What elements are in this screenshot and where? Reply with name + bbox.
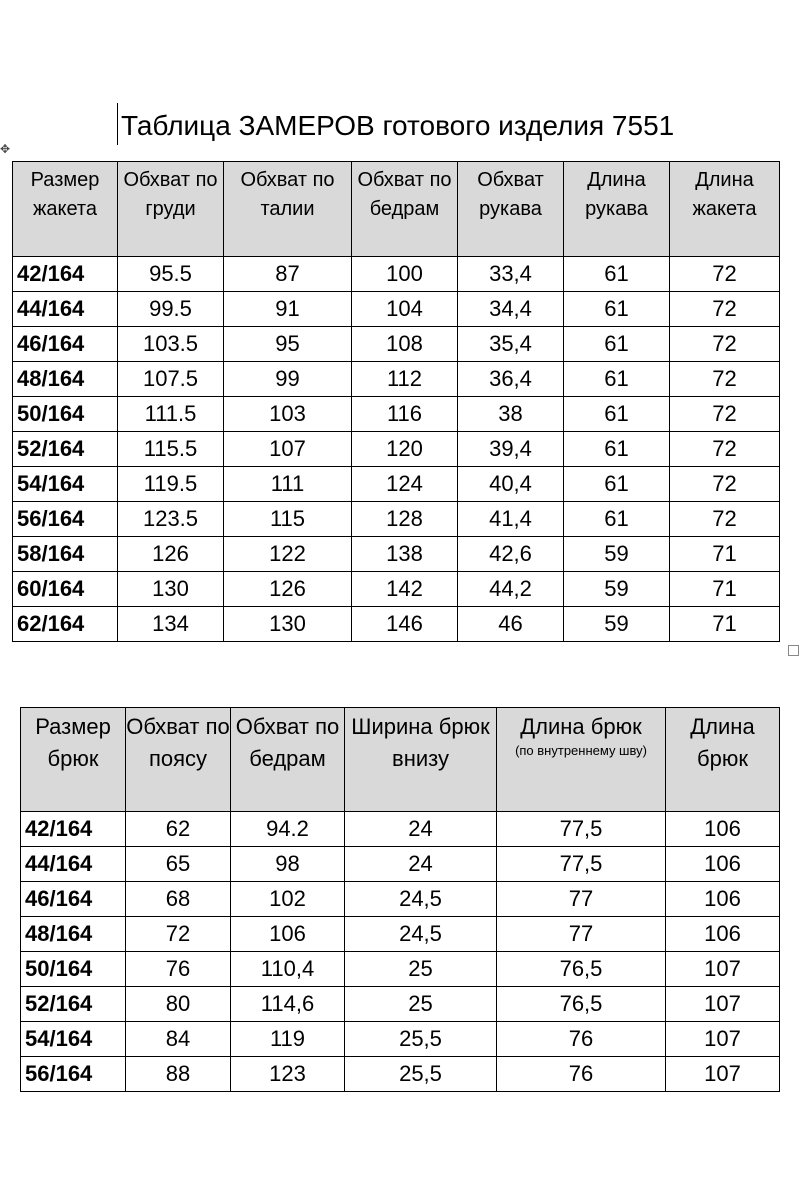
- value-cell: 112: [352, 362, 458, 397]
- header-label: Длина брюк: [690, 714, 755, 771]
- value-cell: 33,4: [458, 257, 564, 292]
- value-cell: 104: [352, 292, 458, 327]
- value-cell: 116: [352, 397, 458, 432]
- value-cell: 142: [352, 572, 458, 607]
- value-cell: 25,5: [345, 1057, 497, 1092]
- value-cell: 100: [352, 257, 458, 292]
- value-cell: 119.5: [118, 467, 224, 502]
- pants-header-cell: [666, 708, 780, 812]
- jacket-header-cell: Обхват рукава: [458, 162, 564, 257]
- value-cell: 46: [458, 607, 564, 642]
- value-cell: 61: [564, 257, 670, 292]
- table-row: [21, 987, 780, 1022]
- table-row: [13, 327, 780, 362]
- value-cell: 24: [345, 812, 497, 847]
- value-cell: 38: [458, 397, 564, 432]
- size-cell: 48/164: [13, 362, 118, 397]
- table-row: [13, 537, 780, 572]
- value-cell: 61: [564, 397, 670, 432]
- value-cell: 59: [564, 537, 670, 572]
- value-cell: 122: [224, 537, 352, 572]
- value-cell: 76,5: [497, 987, 666, 1022]
- value-cell: 71: [670, 607, 780, 642]
- header-label: Обхват по поясу: [126, 714, 230, 771]
- value-cell: 65: [126, 847, 231, 882]
- value-cell: 24,5: [345, 917, 497, 952]
- value-cell: 115: [224, 502, 352, 537]
- value-cell: 42,6: [458, 537, 564, 572]
- value-cell: 107: [666, 1022, 780, 1057]
- value-cell: 106: [666, 847, 780, 882]
- value-cell: 124: [352, 467, 458, 502]
- value-cell: 106: [666, 882, 780, 917]
- value-cell: 24: [345, 847, 497, 882]
- value-cell: 99.5: [118, 292, 224, 327]
- size-cell: 58/164: [13, 537, 118, 572]
- table-move-icon[interactable]: ✥: [0, 142, 11, 156]
- value-cell: 77: [497, 882, 666, 917]
- size-cell: 48/164: [21, 917, 126, 952]
- value-cell: 107: [224, 432, 352, 467]
- table-row: [21, 1057, 780, 1092]
- size-cell: 46/164: [13, 327, 118, 362]
- value-cell: 110,4: [231, 952, 345, 987]
- value-cell: 61: [564, 292, 670, 327]
- size-cell: 46/164: [21, 882, 126, 917]
- table-row: [13, 467, 780, 502]
- table-row: [21, 1022, 780, 1057]
- value-cell: 123: [231, 1057, 345, 1092]
- value-cell: 91: [224, 292, 352, 327]
- value-cell: 77,5: [497, 812, 666, 847]
- value-cell: 130: [118, 572, 224, 607]
- jacket-header-cell: Обхват по груди: [118, 162, 224, 257]
- table-row: [13, 572, 780, 607]
- jacket-table-header-row: [13, 162, 780, 257]
- value-cell: 119: [231, 1022, 345, 1057]
- pants-header-cell: [21, 708, 126, 812]
- value-cell: 130: [224, 607, 352, 642]
- header-note: (по внутреннему шву): [515, 743, 647, 758]
- value-cell: 80: [126, 987, 231, 1022]
- value-cell: 25: [345, 952, 497, 987]
- value-cell: 87: [224, 257, 352, 292]
- size-cell: 52/164: [21, 987, 126, 1022]
- value-cell: 72: [670, 362, 780, 397]
- size-cell: 62/164: [13, 607, 118, 642]
- value-cell: 72: [670, 257, 780, 292]
- value-cell: 72: [670, 502, 780, 537]
- size-cell: 50/164: [13, 397, 118, 432]
- value-cell: 98: [231, 847, 345, 882]
- value-cell: 123.5: [118, 502, 224, 537]
- value-cell: 77,5: [497, 847, 666, 882]
- jacket-header-cell: Длина жакета: [670, 162, 780, 257]
- size-cell: 56/164: [13, 502, 118, 537]
- value-cell: 76,5: [497, 952, 666, 987]
- value-cell: 36,4: [458, 362, 564, 397]
- value-cell: 61: [564, 327, 670, 362]
- table-row: [13, 292, 780, 327]
- value-cell: 106: [666, 812, 780, 847]
- value-cell: 103: [224, 397, 352, 432]
- value-cell: 106: [666, 917, 780, 952]
- value-cell: 103.5: [118, 327, 224, 362]
- value-cell: 25,5: [345, 1022, 497, 1057]
- table-row: [13, 607, 780, 642]
- value-cell: 115.5: [118, 432, 224, 467]
- value-cell: 71: [670, 537, 780, 572]
- value-cell: 106: [231, 917, 345, 952]
- value-cell: 76: [497, 1057, 666, 1092]
- size-cell: 60/164: [13, 572, 118, 607]
- pants-table-header-row: [21, 708, 780, 812]
- table-row: [13, 502, 780, 537]
- size-cell: 52/164: [13, 432, 118, 467]
- table-row: [21, 882, 780, 917]
- table-row: [13, 432, 780, 467]
- pants-header-cell: [497, 708, 666, 812]
- table-row: [13, 257, 780, 292]
- pants-measurements-table: [20, 707, 780, 1092]
- value-cell: 59: [564, 607, 670, 642]
- value-cell: 34,4: [458, 292, 564, 327]
- value-cell: 107: [666, 952, 780, 987]
- header-label: Длина брюк: [520, 714, 642, 739]
- value-cell: 126: [118, 537, 224, 572]
- pants-header-cell: [126, 708, 231, 812]
- document-title: Таблица ЗАМЕРОВ готового изделия 7551: [121, 110, 675, 141]
- table-row: [21, 952, 780, 987]
- value-cell: 128: [352, 502, 458, 537]
- value-cell: 99: [224, 362, 352, 397]
- header-label: Размер брюк: [35, 714, 111, 771]
- jacket-header-cell: Длина рукава: [564, 162, 670, 257]
- value-cell: 61: [564, 432, 670, 467]
- value-cell: 61: [564, 502, 670, 537]
- value-cell: 111.5: [118, 397, 224, 432]
- value-cell: 88: [126, 1057, 231, 1092]
- value-cell: 68: [126, 882, 231, 917]
- value-cell: 72: [670, 327, 780, 362]
- table-row: [21, 812, 780, 847]
- value-cell: 95: [224, 327, 352, 362]
- value-cell: 35,4: [458, 327, 564, 362]
- jacket-header-cell: Размер жакета: [13, 162, 118, 257]
- pants-header-cell: [231, 708, 345, 812]
- text-cursor: [117, 103, 118, 145]
- value-cell: 25: [345, 987, 497, 1022]
- value-cell: 107: [666, 1057, 780, 1092]
- value-cell: 72: [126, 917, 231, 952]
- value-cell: 62: [126, 812, 231, 847]
- value-cell: 72: [670, 432, 780, 467]
- pants-header-cell: [345, 708, 497, 812]
- value-cell: 71: [670, 572, 780, 607]
- value-cell: 72: [670, 397, 780, 432]
- jacket-header-cell: Обхват по бедрам: [352, 162, 458, 257]
- value-cell: 107.5: [118, 362, 224, 397]
- value-cell: 72: [670, 467, 780, 502]
- value-cell: 24,5: [345, 882, 497, 917]
- table-resize-handle[interactable]: [788, 645, 799, 656]
- value-cell: 107: [666, 987, 780, 1022]
- value-cell: 44,2: [458, 572, 564, 607]
- value-cell: 94.2: [231, 812, 345, 847]
- size-cell: 42/164: [21, 812, 126, 847]
- jacket-measurements-table: [12, 161, 780, 642]
- value-cell: 61: [564, 362, 670, 397]
- value-cell: 108: [352, 327, 458, 362]
- value-cell: 120: [352, 432, 458, 467]
- size-cell: 44/164: [13, 292, 118, 327]
- value-cell: 72: [670, 292, 780, 327]
- header-label: Ширина брюк внизу: [351, 714, 490, 771]
- value-cell: 102: [231, 882, 345, 917]
- table-row: [13, 397, 780, 432]
- value-cell: 84: [126, 1022, 231, 1057]
- value-cell: 61: [564, 467, 670, 502]
- value-cell: 40,4: [458, 467, 564, 502]
- size-cell: 42/164: [13, 257, 118, 292]
- value-cell: 76: [497, 1022, 666, 1057]
- value-cell: 126: [224, 572, 352, 607]
- table-row: [21, 847, 780, 882]
- value-cell: 138: [352, 537, 458, 572]
- header-label: Обхват по бедрам: [235, 714, 340, 771]
- value-cell: 111: [224, 467, 352, 502]
- value-cell: 59: [564, 572, 670, 607]
- table-row: [21, 917, 780, 952]
- value-cell: 41,4: [458, 502, 564, 537]
- value-cell: 95.5: [118, 257, 224, 292]
- value-cell: 134: [118, 607, 224, 642]
- size-cell: 54/164: [21, 1022, 126, 1057]
- size-cell: 56/164: [21, 1057, 126, 1092]
- value-cell: 146: [352, 607, 458, 642]
- jacket-header-cell: Обхват по талии: [224, 162, 352, 257]
- size-cell: 50/164: [21, 952, 126, 987]
- value-cell: 114,6: [231, 987, 345, 1022]
- value-cell: 39,4: [458, 432, 564, 467]
- table-row: [13, 362, 780, 397]
- value-cell: 76: [126, 952, 231, 987]
- value-cell: 77: [497, 917, 666, 952]
- size-cell: 44/164: [21, 847, 126, 882]
- size-cell: 54/164: [13, 467, 118, 502]
